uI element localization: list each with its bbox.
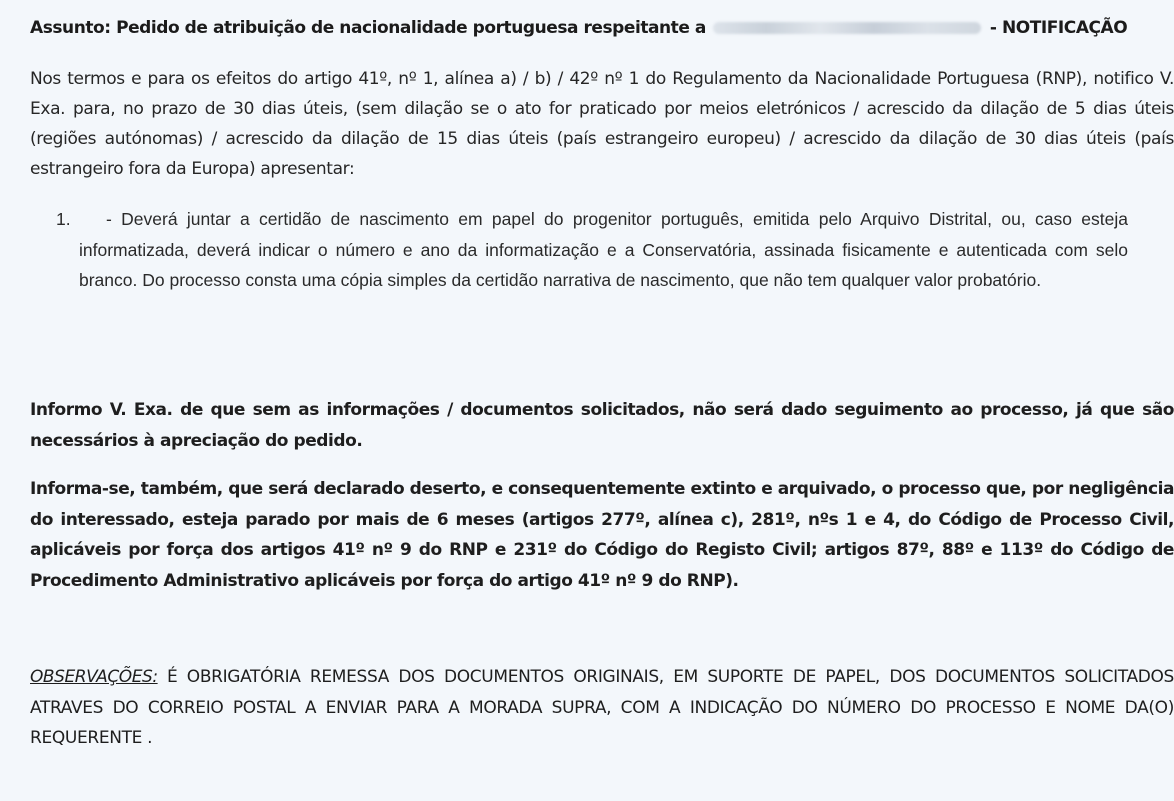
subject-line bbox=[30, 16, 1170, 40]
information-paragraph: Informo V. Exa. de que sem as informações / documentos solicitados, não será dado seguimento ao processo, já que são necessários à apreciação do pedido. bbox=[30, 400, 1174, 451]
observations-paragraph bbox=[30, 662, 1174, 754]
intro-paragraph: Nos termos e para os efeitos do artigo 41º, nº 1, alínea a) / b) / 42º nº 1 do Regulamento da Nacionalidade Portuguesa (RNP), notifico V. Exa. para, no prazo de 30 dias úteis, (sem dilação se o ato for praticado por meios eletrónicos / acrescido da dilação de 5 dias úteis (regiões autónomas) / acrescido da dilação de 15 dias úteis (país estrangeiro europeu) / acrescido da dilação de 30 dias úteis (país estrangeiro fora da Europa) apresentar: bbox=[30, 69, 1174, 179]
list-item bbox=[56, 204, 1128, 296]
list-item-number: 1. bbox=[56, 209, 71, 229]
redacted-name bbox=[713, 22, 981, 34]
list-item-text: - Deverá juntar a certidão de nascimento em papel do progenitor português, emitida pelo Arquivo Distrital, ou, caso esteja informatizada, deverá indicar o número e ano da informatização e a Conservatória, assinada fisicamente e autenticada com selo branco. Do processo consta uma cópia simples da certidão narrativa de nascimento, que não tem qualquer valor probatório. bbox=[79, 209, 1128, 290]
desertion-paragraph: Informa-se, também, que será declarado deserto, e consequentemente extinto e arquivado, o processo que, por negligência do interessado, esteja parado por mais de 6 meses (artigos 277º, alínea c), 281º, nºs 1 e 4, do Código de Processo Civil, aplicáveis por força dos artigos 41º nº 9 do RNP e 231º do Código do Registo Civil; artigos 87º, 88º e 113º do Código de Procedimento Administrativo aplicáveis por força do artigo 41º nº 9 do RNP). bbox=[30, 479, 1174, 591]
subject-suffix: - NOTIFICAÇÃO bbox=[989, 18, 1128, 38]
subject-prefix: Assunto: Pedido de atribuição de nacionalidade portuguesa respeitante a bbox=[30, 18, 706, 38]
observations-text: É OBRIGATÓRIA REMESSA DOS DOCUMENTOS ORIGINAIS, EM SUPORTE DE PAPEL, DOS DOCUMENTOS SOLICITADOS ATRAVES DO CORREIO POSTAL A ENVIAR PARA A MORADA SUPRA, COM A INDICAÇÃO DO NÚMERO DO PROCESSO E NOME DA(O) REQUERENTE . bbox=[30, 667, 1174, 748]
observations-label: OBSERVAÇÕES: bbox=[30, 667, 158, 687]
